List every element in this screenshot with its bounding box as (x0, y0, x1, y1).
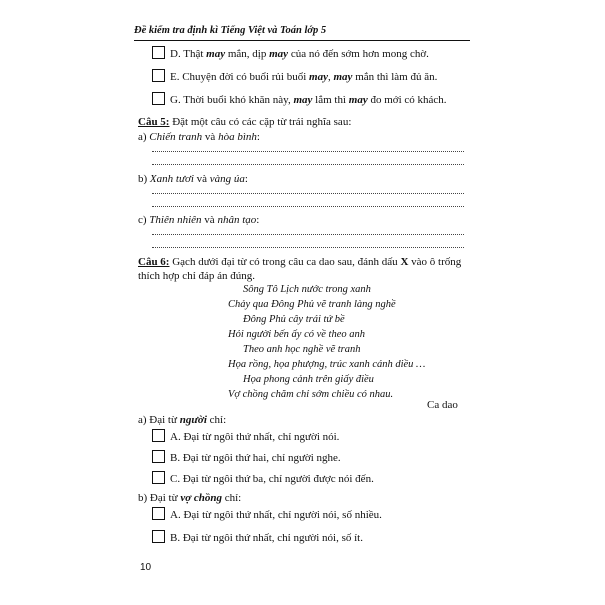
q5-c-post: : (256, 214, 260, 226)
option-g-em: may (293, 94, 313, 106)
q5-a-prompt (138, 131, 260, 144)
option-d-text (170, 48, 429, 61)
option-g-post: đo mới có khách. (367, 94, 447, 106)
q6-a-em: người (179, 414, 207, 426)
q6-text2: vào ô trống (408, 256, 462, 268)
answer-line-q5b-1[interactable] (152, 192, 464, 194)
page-number: 10 (140, 562, 152, 573)
q6-mark: X (400, 256, 409, 268)
q5-a-em2: hòa bình (218, 131, 257, 143)
q6-b-post: chỉ: (221, 492, 242, 504)
checkbox-option-d[interactable] (152, 46, 165, 59)
option-e-mid: , (327, 71, 334, 83)
q6-prompt-line1 (138, 256, 461, 269)
q6-a-post: chỉ: (206, 414, 227, 426)
q6-a-pre: a) Đại từ (138, 414, 180, 426)
option-d-post: của nó đến sớm hơn mong chờ. (288, 48, 429, 60)
checkbox-q6b-b[interactable] (152, 530, 165, 543)
q5-c-prompt (138, 214, 259, 227)
answer-line-q5c-2[interactable] (152, 246, 464, 248)
option-g-mid: lắm thì (312, 94, 349, 106)
q5-c-em2: nhân tạo (217, 214, 257, 226)
option-d-mid: mắn, dịp (225, 48, 270, 60)
option-g-text (170, 94, 447, 107)
poem-line-6: Họa rồng, họa phượng, trúc xanh cánh diều … (228, 359, 426, 370)
answer-line-q5a-1[interactable] (152, 150, 464, 152)
poem-source: Ca dao (427, 399, 458, 411)
checkbox-q6a-b[interactable] (152, 450, 165, 463)
option-e-em: may (309, 71, 328, 83)
poem-line-8: Vợ chồng chăm chỉ sớm chiều có nhau. (228, 389, 394, 400)
option-d-em2: may (269, 48, 289, 60)
option-g-pre: G. Thời buổi khó khăn này, (170, 94, 294, 106)
checkbox-option-g[interactable] (152, 92, 165, 105)
poem-line-2: Chảy qua Đông Phủ vẽ tranh làng nghề (228, 299, 396, 310)
checkbox-q6b-a[interactable] (152, 507, 165, 520)
option-e-text (170, 71, 437, 84)
checkbox-option-e[interactable] (152, 69, 165, 82)
poem-line-1: Sông Tô Lịch nước trong xanh (243, 284, 371, 295)
q5-a-post: : (256, 131, 260, 143)
q5-c-em: Thiên nhiên (149, 214, 202, 226)
q6-b-pre: b) Đại từ (138, 492, 181, 504)
option-d-em: may (206, 48, 226, 60)
checkbox-q6a-c[interactable] (152, 471, 165, 484)
q5-a-pre: a) (138, 131, 150, 143)
q6-b-em: vợ chồng (180, 492, 222, 504)
q6-prompt-line2: thích hợp chỉ đáp án đúng. (138, 270, 256, 282)
option-e-pre: E. Chuyện đời có buổi rủi buổi (170, 71, 310, 83)
checkbox-q6a-a[interactable] (152, 429, 165, 442)
poem-line-3: Đông Phủ cây trái tứ bề (243, 314, 345, 325)
q6b-option-b: B. Đại từ ngôi thứ nhất, chỉ người nói, số ít. (170, 532, 363, 544)
q6a-option-b: B. Đại từ ngôi thứ hai, chỉ người nghe. (170, 452, 341, 464)
q5-a-mid: và (202, 131, 219, 143)
q6-b-prompt (138, 492, 241, 505)
answer-line-q5b-2[interactable] (152, 205, 464, 207)
q5-label: Câu 5: (138, 116, 170, 128)
q5-c-pre: c) (138, 214, 150, 226)
q5-prompt (138, 116, 351, 129)
option-g-em2: may (348, 94, 368, 106)
q6-a-prompt (138, 414, 226, 427)
q5-b-em: Xanh tươi (149, 173, 194, 185)
q5-b-mid: và (193, 173, 210, 185)
answer-line-q5a-2[interactable] (152, 163, 464, 165)
q6-label: Câu 6: (138, 256, 170, 268)
option-d-pre: D. Thật (170, 48, 207, 60)
poem-line-7: Họa phong cảnh trên giấy điều (243, 374, 374, 385)
option-e-post: mắn thì làm đủ ăn. (352, 71, 438, 83)
q6a-option-c: C. Đại từ ngôi thứ ba, chỉ người được nói đến. (170, 473, 374, 485)
q5-b-pre: b) (138, 173, 150, 185)
q5-b-post: : (244, 173, 248, 185)
q6b-option-a: A. Đại từ ngôi thứ nhất, chỉ người nói, số nhiều. (170, 509, 382, 521)
q5-a-em: Chiến tranh (149, 131, 203, 143)
option-e-em2: may (333, 71, 353, 83)
page-header: Đề kiểm tra định kì Tiếng Việt và Toán lớp 5 (134, 25, 470, 41)
poem-line-5: Theo anh học nghề vẽ tranh (243, 344, 361, 355)
q6-text1: Gạch dưới đại từ có trong câu ca dao sau, đánh dấu (169, 256, 401, 268)
q6a-option-a: A. Đại từ ngôi thứ nhất, chỉ người nói. (170, 431, 340, 443)
answer-line-q5c-1[interactable] (152, 233, 464, 235)
q5-b-em2: vàng úa (209, 173, 245, 185)
q5-text: Đặt một câu có các cặp từ trái nghĩa sau: (169, 116, 352, 128)
poem-line-4: Hỏi người bến ấy có về theo anh (228, 329, 366, 340)
q5-b-prompt (138, 173, 248, 186)
q5-c-mid: và (201, 214, 218, 226)
